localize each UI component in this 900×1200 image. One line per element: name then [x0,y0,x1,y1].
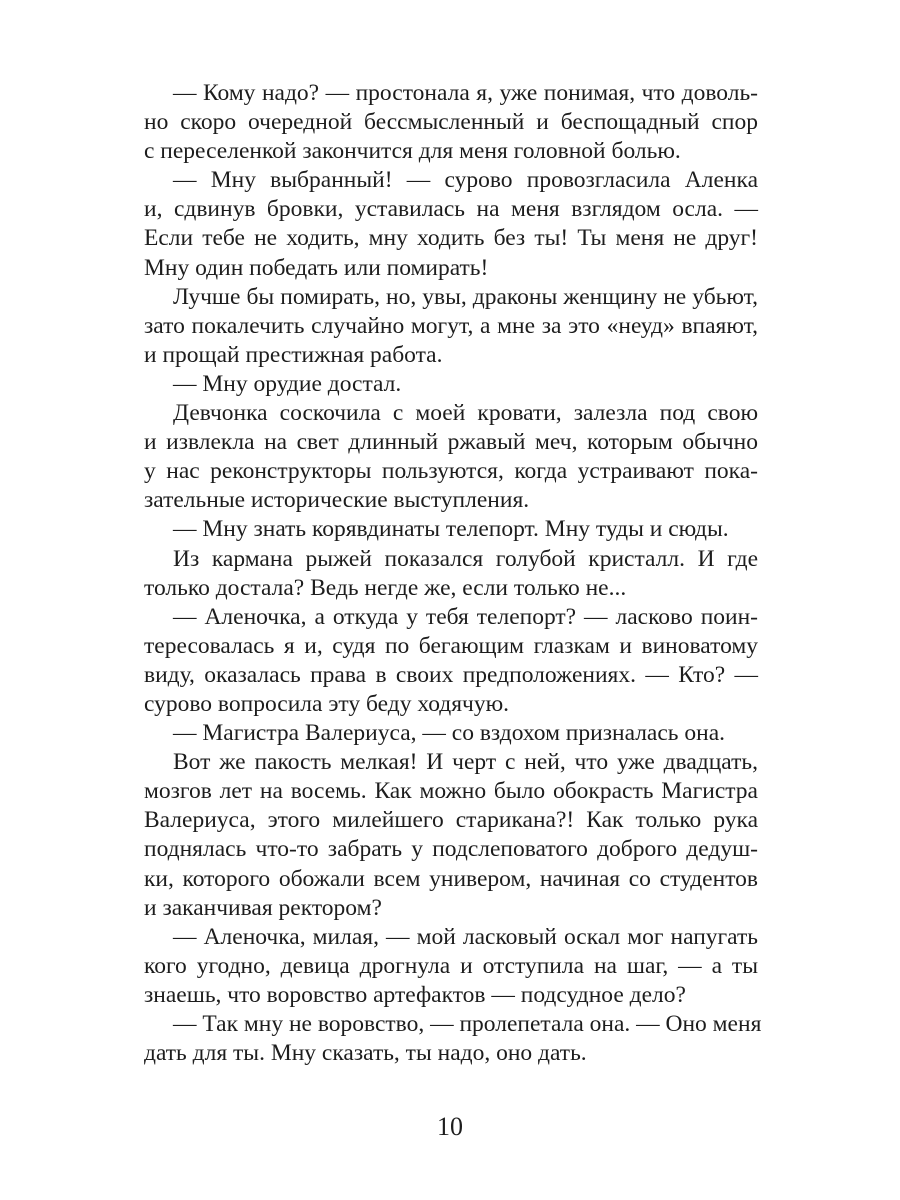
text-line: знаешь, что воровство артефактов — подсудное дело? [144,981,686,1008]
text-line: у нас реконструкторы пользуются, когда устраивают пока- [144,458,758,485]
text-line: поднялась что-то забрать у подслеповатого доброго дедуш- [144,836,758,863]
text-line: — Мну выбранный! — сурово провозгласила Аленка [173,167,758,194]
text-line: и заканчивая ректором? [144,894,382,921]
text-line: и прощай престижная работа. [144,341,443,368]
text-line: Мну один победать или помирать! [144,254,489,281]
text-line: Если тебе не ходить, мну ходить без ты! Ты меня не друг! [144,225,758,252]
page-number: 10 [437,1112,463,1141]
text-line: только достала? Ведь негде же, если только не... [144,574,627,601]
text-line: мозгов лет на восемь. Как можно было обокрасть Магистра [144,778,758,805]
text-line: Девчонка соскочила с моей кровати, залезла под свою [173,400,758,427]
page-body-text [144,79,762,1068]
text-line: тересовалась я и, судя по бегающим глазкам и виноватому [144,632,758,659]
text-line: ки, которого обожали всем универом, начиная со студентов [144,865,758,892]
text-line: зато покалечить случайно могут, а мне за это «неуд» впаяют, [144,312,758,339]
text-line: — Аленочка, милая, — мой ласковый оскал мог напугать [173,923,758,950]
text-line: но скоро очередной бессмысленный и беспощадный спор [144,109,758,136]
text-line: — Магистра Валериуса, — со вздохом призналась она. [173,720,726,747]
text-line: — Мну знать корявдинаты телепорт. Мну туды и сюды. [173,516,729,543]
text-line: дать для ты. Мну сказать, ты надо, оно дать. [144,1040,587,1067]
text-line: — Мну орудие достал. [173,370,402,397]
text-line: с переселенкой закончится для меня головной болью. [144,138,681,165]
text-line: и извлекла на свет длинный ржавый меч, которым обычно [144,429,758,456]
text-line: Лучше бы помирать, но, увы, драконы женщину не убьют, [173,283,758,310]
text-line: — Так мну не воровство, — пролепетала она. — Оно меня [173,1011,762,1037]
text-line: сурово вопросила эту беду ходячую. [144,690,510,717]
text-line: кого угодно, девица дрогнула и отступила на шаг, — а ты [144,952,758,979]
text-line: зательные исторические выступления. [144,487,530,514]
text-line: Валериуса, этого милейшего старикана?! Как только рука [144,807,758,834]
text-line: Из кармана рыжей показался голубой кристалл. И где [173,545,758,572]
text-line: и, сдвинув бровки, уставилась на меня взглядом осла. — [144,196,758,223]
text-line: — Кому надо? — простонала я, уже понимая, что доволь- [173,80,758,106]
text-line: Вот же пакость мелкая! И черт с ней, что уже двадцать, [173,749,758,776]
text-line: виду, оказалась права в своих предположениях. — Кто? — [144,661,758,688]
text-line: — Аленочка, а откуда у тебя телепорт? — ласково поин- [173,603,758,630]
